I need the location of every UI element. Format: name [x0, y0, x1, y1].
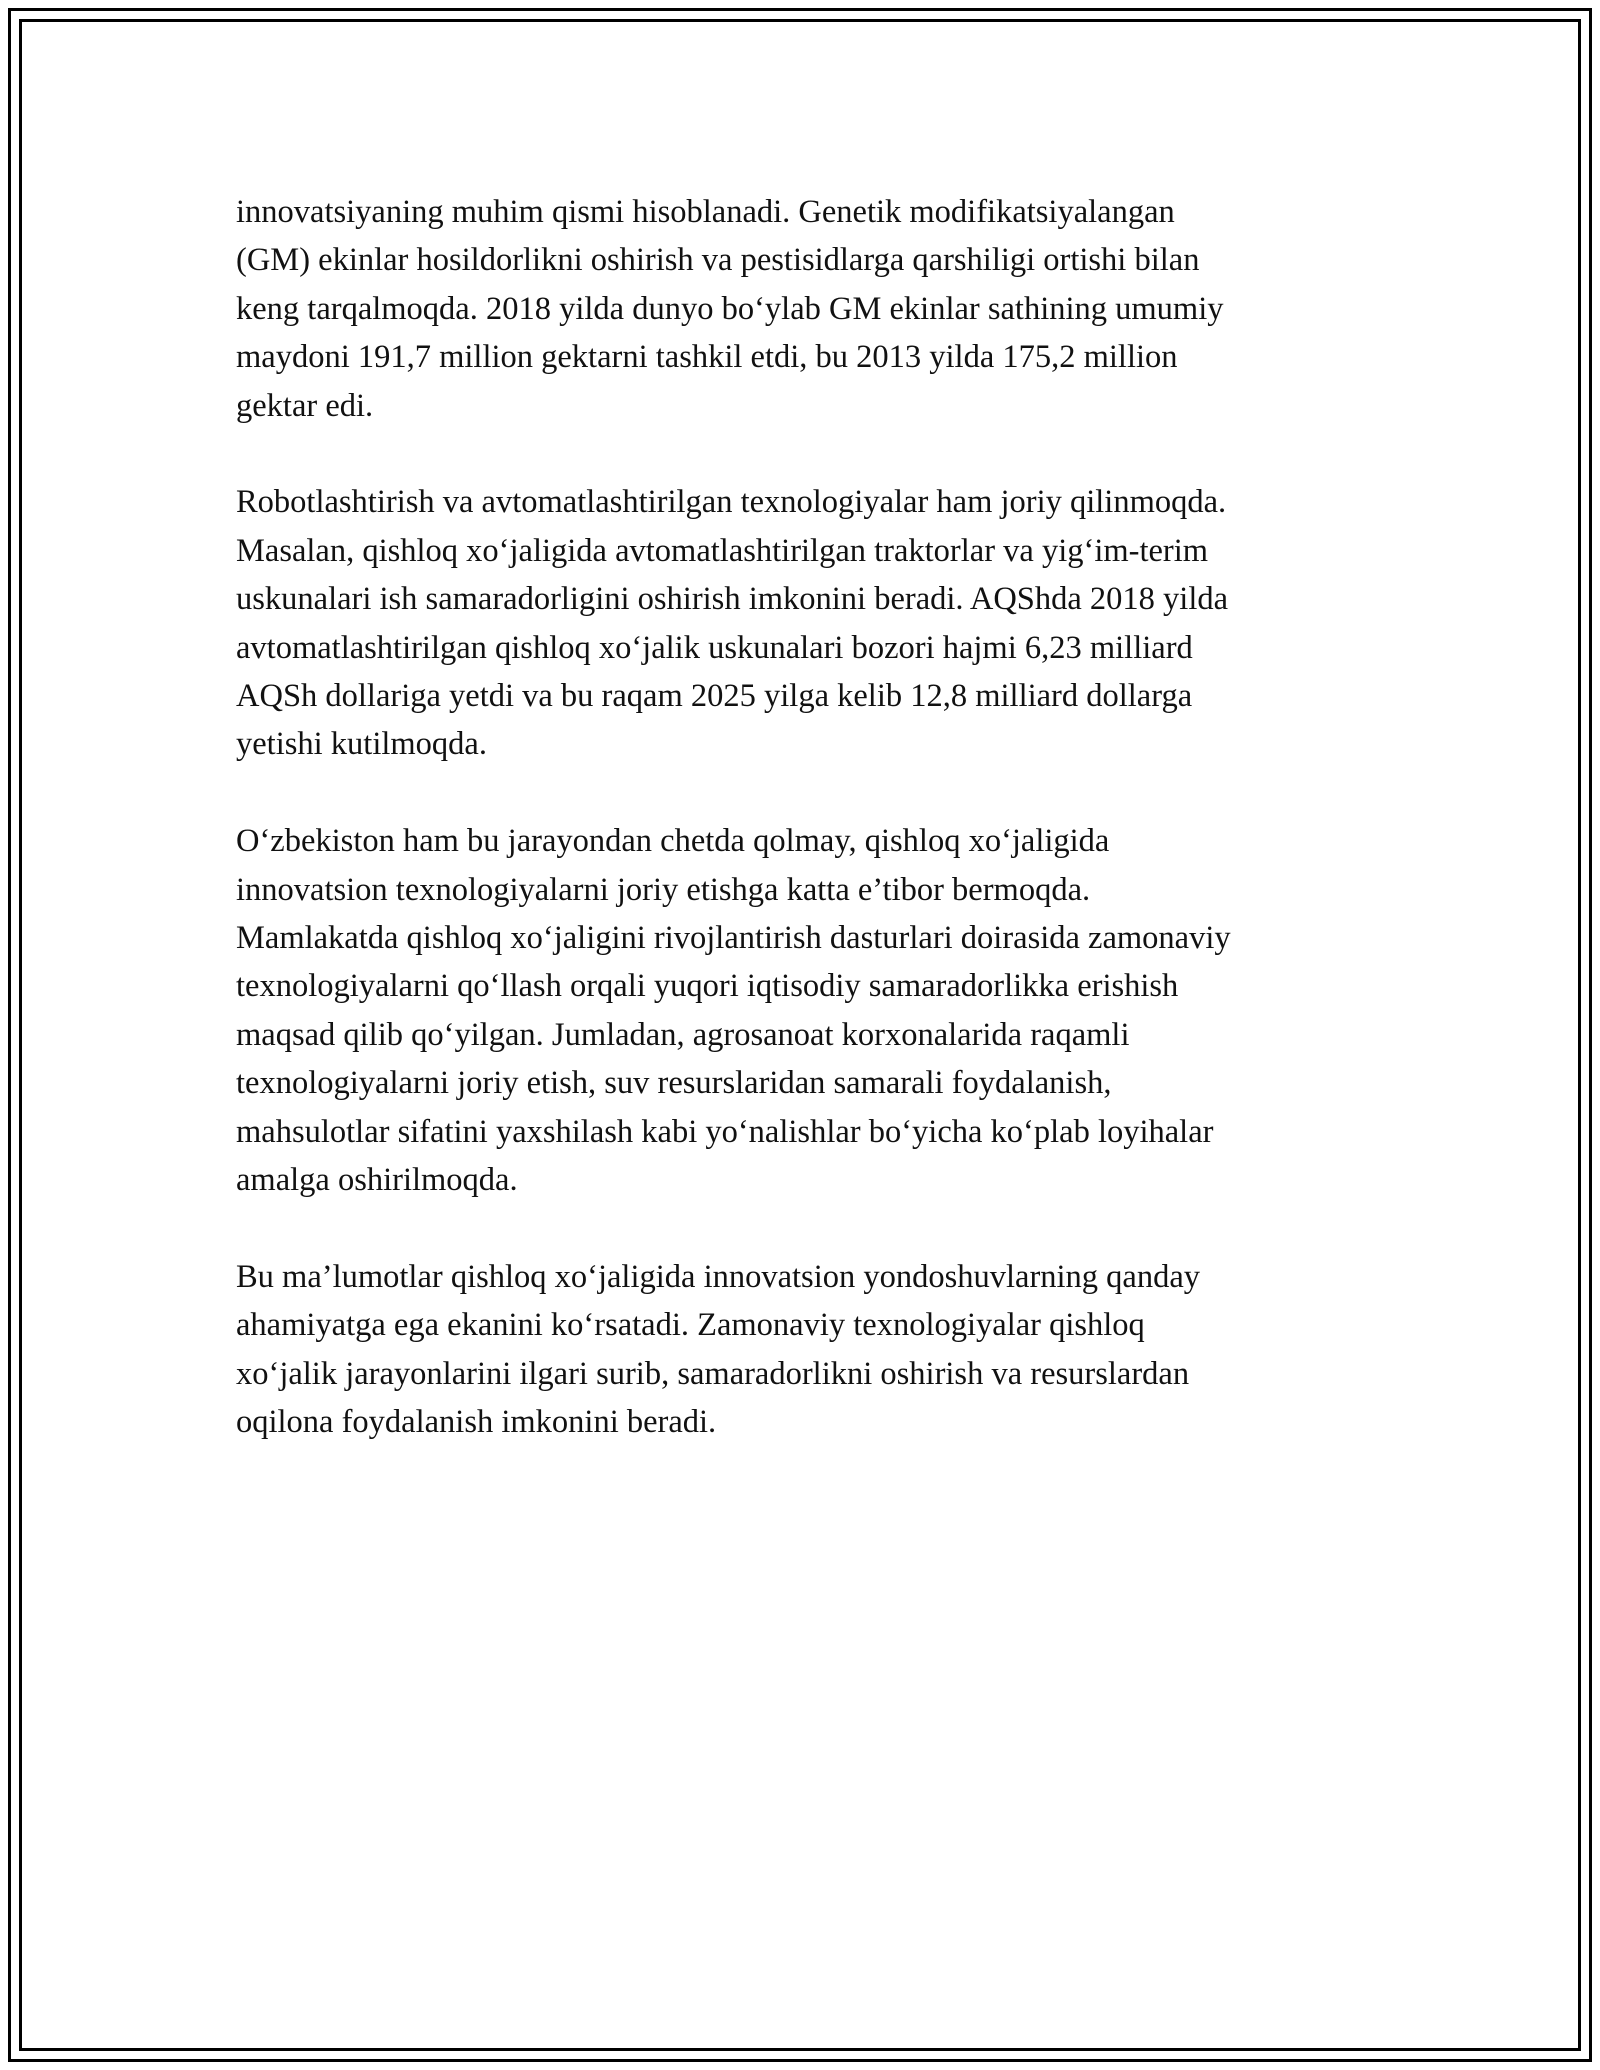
- paragraph-uzbekistan: O‘zbekiston ham bu jarayondan chetda qolmay, qishloq xo‘jaligida innovatsion texnologiyalarni joriy etishga katta e’tibor bermoqda. Mamlakatda qishloq xo‘jaligini rivojlantirish dasturlari doirasida zamonaviy texnologiyalarni qo‘llash orqali yuqori iqtisodiy samaradorlikka erishish maqsad qilib qo‘yilgan. Jumladan, agrosanoat korxonalarida raqamli texnologiyalarni joriy etish, suv resurslaridan samarali foydalanish, mahsulotlar sifatini yaxshilash kabi yo‘nalishlar bo‘yicha ko‘plab loyihalar amalga oshirilmoqda.: [236, 823, 1231, 1199]
- paragraph-conclusion: Bu ma’lumotlar qishloq xo‘jaligida innovatsion yondoshuvlarning qanday ahamiyatga ega ekanini ko‘rsatadi. Zamonaviy texnologiyalar qishloq xo‘jalik jarayonlarini ilgari surib, samaradorlikni oshirish va resurslardan oqilona foydalanish imkonini beradi.: [236, 1258, 1201, 1441]
- paragraph-gm-crops: innovatsiyaning muhim qismi hisoblanadi. Genetik modifikatsiyalangan (GM) ekinlar hosildorlikni oshirish va pestisidlarga qarshiligi ortishi bilan keng tarqalmoqda. 2018 yilda dunyo bo‘ylab GM ekinlar sathining umumiy maydoni 191,7 million gektarni tashkil etdi, bu 2013 yilda 175,2 million gektar edi.: [236, 194, 1224, 424]
- document-body: [236, 188, 1366, 1495]
- paragraph-robotics: Robotlashtirish va avtomatlashtirilgan texnologiyalar ham joriy qilinmoqda. Masalan, qishloq xo‘jaligida avtomatlashtirilgan traktorlar va yig‘im-terim uskunalari ish samaradorligini oshirish imkonini beradi. AQShda 2018 yilda avtomatlashtirilgan qishloq xo‘jalik uskunalari bozori hajmi 6,23 milliard AQSh dollariga yetdi va bu raqam 2025 yilga kelib 12,8 milliard dollarga yetishi kutilmoqda.: [236, 484, 1229, 763]
